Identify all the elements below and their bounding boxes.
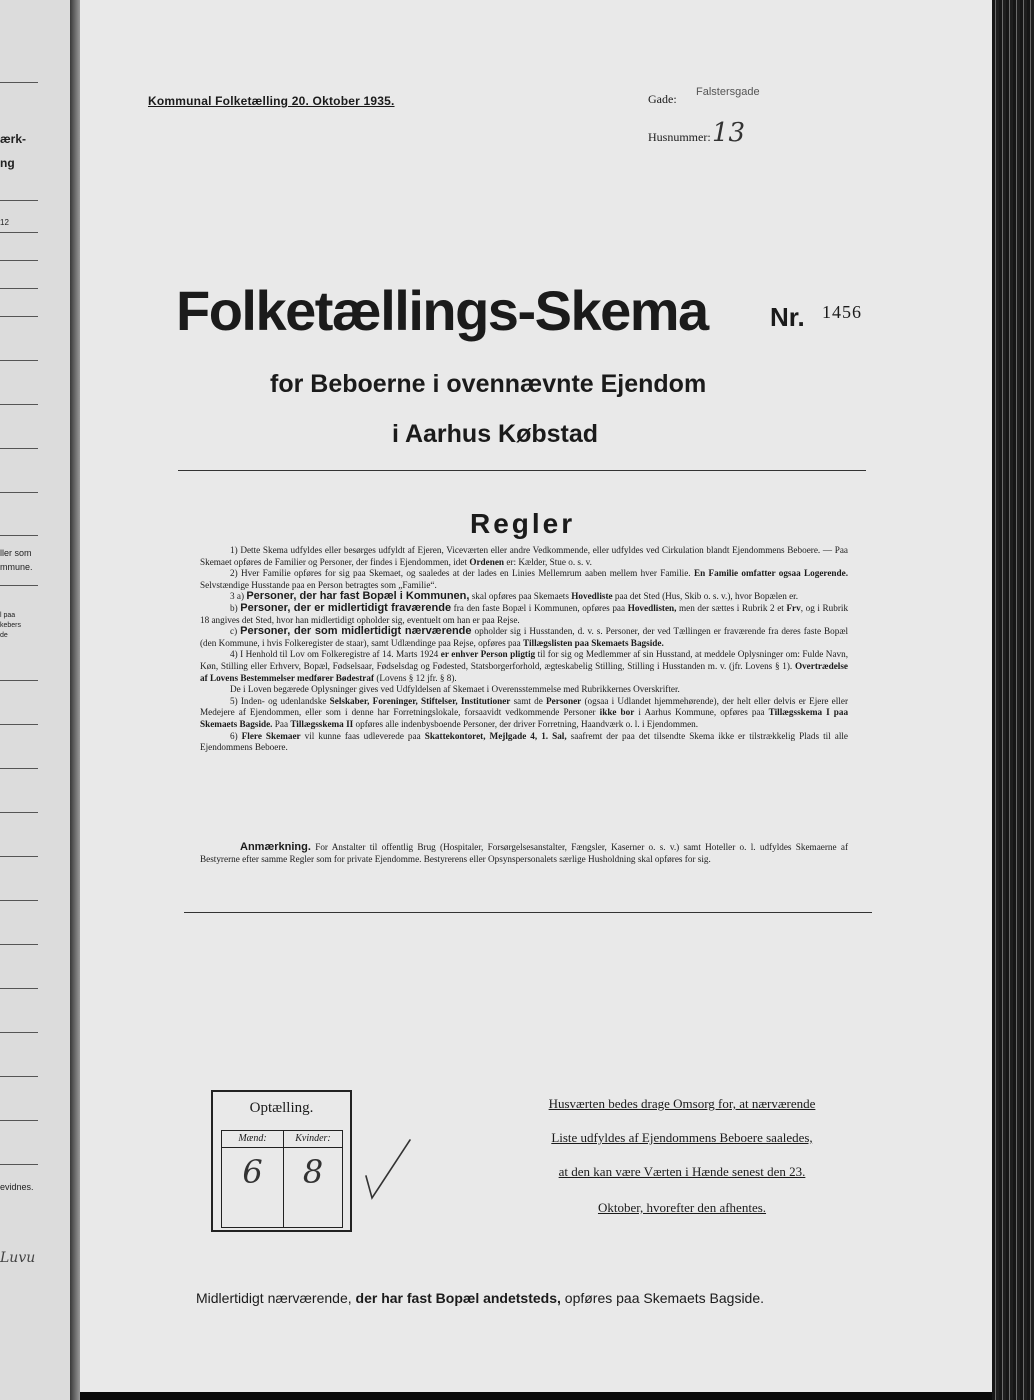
left-signature: Luvu (0, 1250, 36, 1266)
left-rule (0, 404, 38, 405)
left-rule (0, 1032, 38, 1033)
gade-value: Falstersgade (696, 86, 760, 98)
annotation-note (200, 842, 848, 865)
rule-1: 1) Dette Skema udfyldes eller besørges udfyldt af Ejeren, Viceværten eller andre Vedkommende, eller udfyldes ved Cirkulation blandt Ejendommens Beboere. — Paa Skemaet opføres de Familier og Personer, der findes i Ejendommen, idet Ordenen er: Kælder, Stue o. s. v. (200, 545, 848, 567)
women-count: 8 (302, 1153, 324, 1191)
left-fragment: kebers (0, 622, 22, 629)
husnummer-value: 13 (712, 118, 746, 148)
left-rule (0, 260, 38, 261)
left-rule (0, 1164, 38, 1165)
subtitle-beboere: for Beboerne i ovennævnte Ejendom (270, 370, 707, 398)
left-rule (0, 200, 38, 201)
women-label: Kvinder: (295, 1133, 331, 1144)
divider (184, 912, 872, 913)
left-rule (0, 492, 38, 493)
left-rule (0, 535, 38, 536)
left-rule (0, 900, 38, 901)
left-rule (0, 944, 38, 945)
rules-heading: Regler (470, 508, 576, 539)
left-rule (0, 1120, 38, 1121)
rules-text (200, 545, 848, 754)
left-fragment: de (0, 632, 8, 639)
left-rule (0, 680, 38, 681)
left-rule (0, 316, 38, 317)
left-rule (0, 988, 38, 989)
instruction-line: Husværten bedes drage Omsorg for, at nærværende (548, 1096, 816, 1111)
left-rule (0, 448, 38, 449)
left-fragment: ærk- (0, 132, 27, 146)
instruction-line: Liste udfyldes af Ejendommens Beboere saaledes, (551, 1130, 813, 1145)
rule-6: 6) Flere Skemaer vil kunne faas udleverede paa Skattekontoret, Mejlgade 4, 1. Sal, saafremt der paa det tilsendte Skema ikke er tilstrækkelig Plads til alle Ejendommens Beboere. (200, 730, 849, 753)
rule-3b: b) Personer, der er midlertidigt fraværende fra den faste Bopæl i Kommunen, opføres paa Hovedlisten, men der sættes i Rubrik 2 et Frv, og i Rubrik 18 angives det Sted, hvor han midlertidigt opholder sig, eventuelt om han er paa Rejse. (200, 601, 849, 625)
census-header: Kommunal Folketælling 20. Oktober 1935. (148, 94, 395, 108)
left-rule (0, 288, 38, 289)
left-rule (0, 812, 38, 813)
left-rule (0, 856, 38, 857)
rule-4: 4) I Henhold til Lov om Folkeregistre af 14. Marts 1924 er enhver Person pligtig til for sig og Medlemmer af sin Husstand, at meddele Oplysninger om: Fulde Navn, Køn, Stilling eller Erhverv, Bopæl, Fødselsaar, Fødselsdag og Fødested, Statsborgerforhold, ægteskabelig Stilling, Stilling i Husstanden m. v. (jfr. Lovens § 1). Overtrædelse af Lovens Bestemmelser medfører Bødestraf (Lovens § 12 jfr. § 8). (200, 649, 849, 683)
left-fragment: mmune. (0, 562, 33, 572)
left-rule (0, 82, 38, 83)
left-fragment: evidnes. (0, 1182, 34, 1192)
gade-label: Gade: (648, 92, 677, 106)
note-label: Anmærkning. (240, 841, 311, 853)
page-edge (992, 0, 1034, 1400)
left-rule (0, 724, 38, 725)
left-fragment: ller som (0, 548, 32, 558)
count-title: Optælling. (249, 1100, 314, 1116)
men-count: 6 (242, 1153, 263, 1191)
form-title: Folketællings-Skema (176, 279, 708, 342)
rule-4-cont: De i Loven begærede Oplysninger gives ved Udfyldelsen af Skemaet i Overensstemmelse med Rubrikkernes Overskrifter. (230, 684, 680, 695)
left-rule (0, 232, 38, 233)
form-number: 1456 (822, 302, 862, 322)
divider (178, 470, 866, 471)
subtitle-aarhus: i Aarhus Købstad (392, 420, 599, 448)
men-column (221, 1130, 284, 1228)
note-text: For Anstalter til offentlig Brug (Hospitaler, Forsørgelsesanstalter, Fængsler, Kaserner o. s. v.) samt Hoteller o. l. udfyldes Skemaerne af Bestyrerne efter samme Regler som for private Ejendomme. Bestyrerens eller Opsynspersonalets særlige Husholdning skal opføres for sig. (200, 842, 849, 864)
census-form-page (80, 0, 992, 1392)
left-rule (0, 360, 38, 361)
instruction-line: Oktober, hvorefter den afhentes. (597, 1200, 767, 1215)
left-facing-page (0, 0, 72, 1400)
rule-2: 2) Hver Familie opføres for sig paa Skemaet, og saaledes at der lades en Linies Mellemrum aaben mellem hver Familie. En Familie omfatter ogsaa Logerende. Selvstændige Husstande paa en Person betragtes som „Familie“. (200, 568, 848, 590)
footer-note: Midlertidigt nærværende, der har fast Bopæl andetsteds, opføres paa Skemaets Bagside. (196, 1290, 765, 1306)
left-rule (0, 585, 38, 586)
rule-3c: c) Personer, der som midlertidigt nærværende opholder sig i Husstanden, d. v. s. Personer, der ved Tællingen er fraværende fra deres faste Bopæl (den Kommune, i hvis Folkeregister de staar), samt Udlændinge paa Rejse, opføres paa Tillægslisten paa Skemaets Bagside. (200, 625, 849, 648)
left-rule (0, 1076, 38, 1077)
women-column (284, 1130, 343, 1228)
left-fragment: 12 (0, 218, 9, 227)
rule-3a: 3 a) Personer, der har fast Bopæl i Kommunen, skal opføres paa Skemaets Hovedliste paa det Sted (Hus, Skib o. s. v.), hvor Bopælen er. (230, 590, 799, 603)
instruction-line: at den kan være Værten i Hænde senest den 23. (558, 1164, 806, 1179)
men-label: Mænd: (238, 1133, 267, 1144)
left-rule (0, 768, 38, 769)
nr-label: Nr. (770, 302, 805, 332)
count-box (211, 1090, 352, 1232)
book-gutter (70, 0, 80, 1400)
checkmark-icon (362, 1136, 414, 1202)
rule-5: 5) Inden- og udenlandske Selskaber, Foreninger, Stiftelser, Institutioner samt de Personer (ogsaa i Udlandet hjemmehørende), der helt eller delvis er Ejere eller Medejere af Ejendommen, eller som i denne har Forretningslokale, forsaavidt vedkommende Personer ikke bor i Aarhus Kommune, opføres paa Tillægsskema I paa Skemaets Bagside. Paa Tillægsskema II opføres alle indenbysboende Personer, der driver Forretning, Haandværk o. l. i Ejendommen. (200, 695, 849, 729)
left-fragment: l paa (0, 612, 16, 619)
husnummer-label: Husnummer: (648, 130, 711, 144)
left-fragment: ng (0, 156, 15, 170)
